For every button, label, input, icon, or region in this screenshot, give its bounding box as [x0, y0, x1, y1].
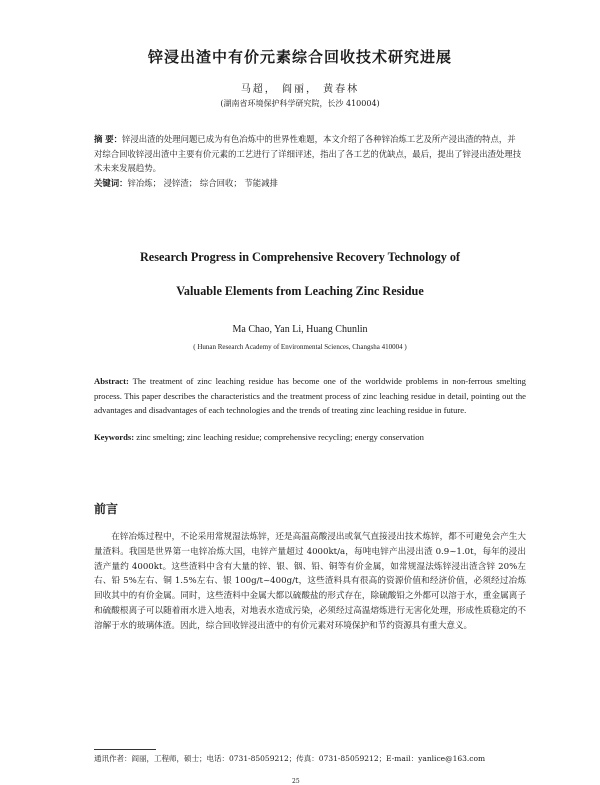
section-heading: 前言 — [94, 502, 119, 516]
chinese-abstract — [94, 132, 524, 176]
chinese-abstract-text: 锌浸出渣的处理问题已成为有色冶炼中的世界性难题，本文介绍了各种锌冶炼工艺及所产浸出渣的特点，并对综合回收锌浸出渣中主要有价元素的工艺进行了详细评述，指出了各工艺的优缺点，最后，提出了锌浸出渣处理技术未来发展趋势。 — [94, 134, 522, 173]
chinese-abstract-block — [94, 132, 524, 190]
corresponding-author-footnote: 通讯作者：阎丽，工程师，硕士；电话：0731-85059212；传真：0731-85059212；E-mail：yanlice@163.com — [94, 754, 486, 763]
english-abstract-text: The treatment of zinc leaching residue has become one of the worldwide problems in non-ferrous smelting process. This paper describes the characteristics and the treatment process of zinc leaching residue in detail, pointing out the advantages and disadvantages of each technologies and the trends of treating zinc leaching residue in future. — [94, 376, 526, 416]
footnote-divider — [94, 749, 156, 750]
chinese-affiliation: (湖南省环境保护科学研究院，长沙 410004) — [220, 99, 380, 108]
english-keywords — [94, 432, 526, 442]
introduction-paragraph: 在锌冶炼过程中，不论采用常规湿法炼锌，还是高温高酸浸出或氧气直接浸出技术炼锌，都不可避免会产生大量渣料。我国是世界第一电锌冶炼大国，电锌产量超过 4000kt/a，每吨电锌产出浸出渣 0.9~1.0t，每年的浸出渣产量约 4000kt。这些渣料中含有大量的锌、银、铟、铅、铜等有价金属，如常规湿法炼锌浸出渣含锌 20%左右、铅 5%左右、铜 1.5%左右、银 100g/t~400g/t，这些渣料具有很高的资源价值和经济价值，必须经过冶炼回收其中的有价金属。同时，这些渣料中金属大都以硫酸盐的形式存在，除硫酸铅之外都可以溶于水，重金属离子和硫酸根离子可以随着雨水进入地表，对地表水造成污染，必须经过高温熔炼进行无害化处理，形成性质稳定的不溶解于水的玻璃体渣。因此，综合回收锌浸出渣中的有价元素对环境保护和节约资源具有重大意义。 — [94, 532, 526, 631]
chinese-keywords-label: 关键词： — [94, 177, 128, 188]
chinese-authors: 马超， 阎丽， 黄春林 — [240, 84, 360, 95]
english-abstract — [94, 374, 526, 418]
chinese-keywords — [94, 176, 524, 191]
chinese-abstract-label: 摘 要： — [94, 134, 123, 144]
english-title-line-2: Valuable Elements from Leaching Zinc Residue — [176, 284, 424, 298]
english-keywords-text: zinc smelting; zinc leaching residue; comprehensive recycling; energy conservation — [136, 432, 424, 442]
english-title-line-1: Research Progress in Comprehensive Recovery Technology of — [139, 250, 460, 264]
english-affiliation: ( Hunan Research Academy of Environmental Sciences, Changsha 410004 ) — [193, 343, 407, 351]
chinese-title: 锌浸出渣中有价元素综合回收技术研究进展 — [147, 48, 452, 66]
english-authors: Ma Chao, Yan Li, Huang Chunlin — [232, 324, 368, 335]
chinese-keywords-text: 锌冶炼； 浸锌渣； 综合回收； 节能减排 — [127, 177, 278, 188]
english-keywords-label: Keywords: — [94, 432, 135, 442]
page-number: 25 — [292, 778, 300, 785]
english-abstract-label: Abstract: — [94, 376, 129, 386]
